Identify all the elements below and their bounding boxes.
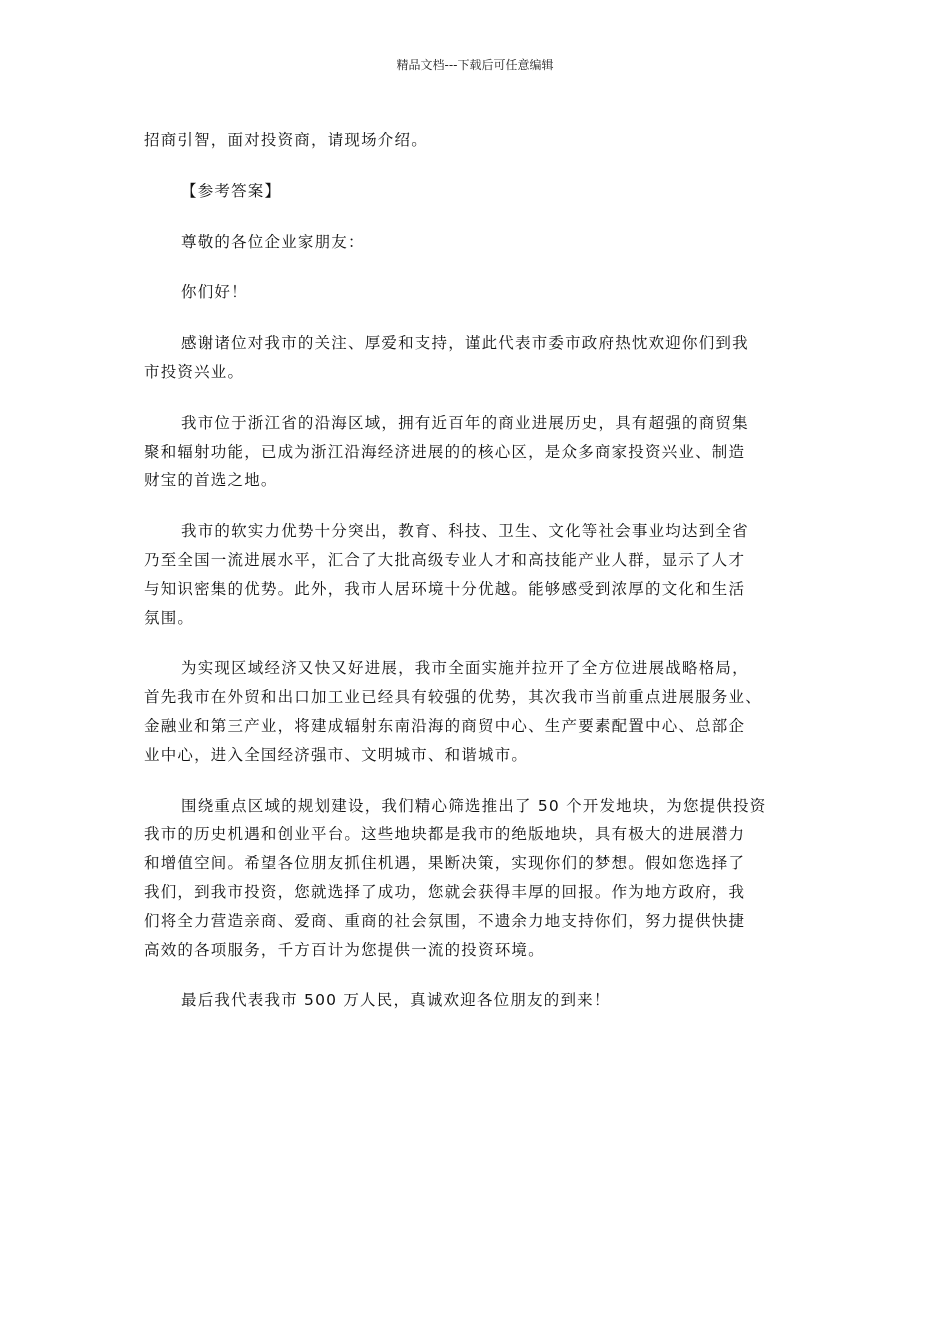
paragraph-thanks [144,329,804,387]
text-line: 最后我代表我市 500 万人民，真诚欢迎各位朋友的到来！ [181,991,611,1010]
text-line: 金融业和第三产业，将建成辐射东南沿海的商贸中心、生产要素配置中心、总部企 [144,716,746,735]
paragraph-strategy [144,654,804,769]
text-line: 我们，到我市投资，您就选择了成功，您就会获得丰厚的回报。作为地方政府，我 [144,882,746,901]
text-line: 你们好！ [181,283,248,302]
paragraph-salutation [144,228,804,257]
text-line: 【参考答案】 [181,181,282,200]
text-line: 招商引智，面对投资商，请现场介绍。 [144,131,428,149]
text-line: 我市位于浙江省的沿海区域，拥有近百年的商业进展历史，具有超强的商贸集 [181,413,749,432]
text-line: 财宝的首选之地。 [144,471,278,490]
paragraph-answer-heading [144,177,804,206]
paragraph-soft-power [144,517,804,632]
paragraph-location [144,409,804,495]
text-line: 高效的各项服务，千方百计为您提供一流的投资环境。 [144,940,545,959]
page-header: 精品文档---下载后可任意编辑 [396,58,554,72]
text-line: 聚和辐射功能，已成为浙江沿海经济进展的的核心区，是众多商家投资兴业、制造 [144,442,746,461]
text-line: 围绕重点区域的规划建设，我们精心筛选推出了 50 个开发地块，为您提供投资 [181,796,767,815]
document-body [144,126,804,1037]
text-line: 尊敬的各位企业家朋友： [181,232,365,251]
text-line: 和增值空间。希望各位朋友抓住机遇，果断决策，实现你们的梦想。假如您选择了 [144,854,746,873]
text-line: 为实现区域经济又快又好进展，我市全面实施并拉开了全方位进展战略格局， [181,659,749,678]
text-line: 氛围。 [144,608,195,627]
text-line: 们将全力营造亲商、爱商、重商的社会氛围，不遗余力地支持你们，努力提供快捷 [144,911,746,930]
paragraph-intro [144,126,804,155]
paragraph-greeting [144,278,804,307]
text-line: 业中心，进入全国经济强市、文明城市、和谐城市。 [144,745,529,764]
text-line: 乃至全国一流进展水平，汇合了大批高级专业人才和高技能产业人群，显示了人才 [144,550,746,569]
text-line: 感谢诸位对我市的关注、厚爱和支持，谨此代表市委市政府热忱欢迎你们到我 [181,334,749,353]
text-line: 市投资兴业。 [144,362,245,381]
text-line: 我市的历史机遇和创业平台。这些地块都是我市的绝版地块，具有极大的进展潜力 [144,825,746,844]
text-line: 首先我市在外贸和出口加工业已经具有较强的优势，其次我市当前重点进展服务业、 [144,688,762,707]
text-line: 我市的软实力优势十分突出，教育、科技、卫生、文化等社会事业均达到全省 [181,522,749,541]
paragraph-closing [144,986,804,1015]
paragraph-development-plots [144,792,804,965]
text-line: 与知识密集的优势。此外，我市人居环境十分优越。能够感受到浓厚的文化和生活 [144,579,746,598]
